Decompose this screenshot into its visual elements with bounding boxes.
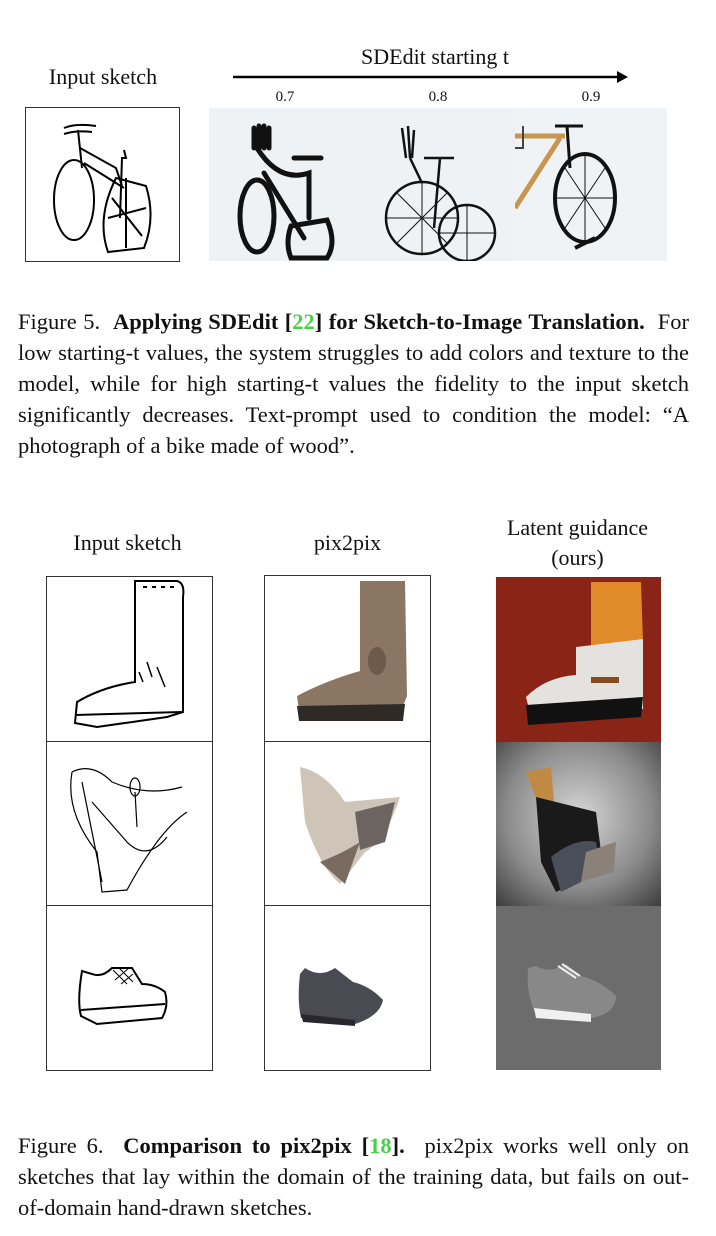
sketch-sneaker-image [46,905,213,1071]
figure6-caption [18,1130,689,1223]
caption-body: For low starting-t values, the system struggles to add colors and texture to the model, while for high starting-t values the fidelity to the input sketch significantly decreases. Text-prompt used to condition the model: “A photograph of a bike made of wood”. [18,309,689,458]
col-header-pix2pix: pix2pix [313,530,382,555]
caption-prefix: Figure 5. [18,309,101,334]
col-header-input-sketch: Input sketch [73,530,182,555]
input-sketch-bike-image [25,107,180,262]
col-header-latent-guidance: Latent guidance [506,515,649,540]
caption-prefix: Figure 6. [18,1133,104,1158]
tick-label: 0.7 [275,89,295,105]
sdedit-t09-image [515,108,667,261]
pix2pix-laceup-shoe-image [264,741,431,907]
tick-label: 0.8 [428,89,448,105]
sdedit-t08-image [362,108,515,261]
caption-title: Comparison to pix2pix [18]. [123,1133,405,1158]
caption-body: pix2pix works well only on sketches that lay within the domain of the training data, but fails on out-of-domain hand-drawn sketches. [18,1133,690,1220]
tick-label: 0.9 [581,89,601,105]
figure5-caption [18,306,689,461]
pix2pix-boot-image [264,575,431,742]
sketch-laceup-shoe-image [46,741,213,907]
fig5-input-label: Input sketch [48,64,158,89]
sdedit-t07-image [209,108,362,261]
caption-title: Applying SDEdit [22] for Sketch-to-Image Translation. [113,309,645,334]
arrow-icon [233,68,628,86]
ours-boot-image [496,577,661,742]
ours-laceup-shoe-image [496,742,661,906]
pix2pix-sneaker-image [264,905,431,1071]
col-header-ours: (ours) [551,545,604,570]
citation-link[interactable]: 22 [292,309,315,334]
fig5-axis-label: SDEdit starting t [361,44,509,69]
sketch-boot-image [46,576,213,742]
citation-link[interactable]: 18 [369,1133,392,1158]
ours-sneaker-image [496,906,661,1070]
